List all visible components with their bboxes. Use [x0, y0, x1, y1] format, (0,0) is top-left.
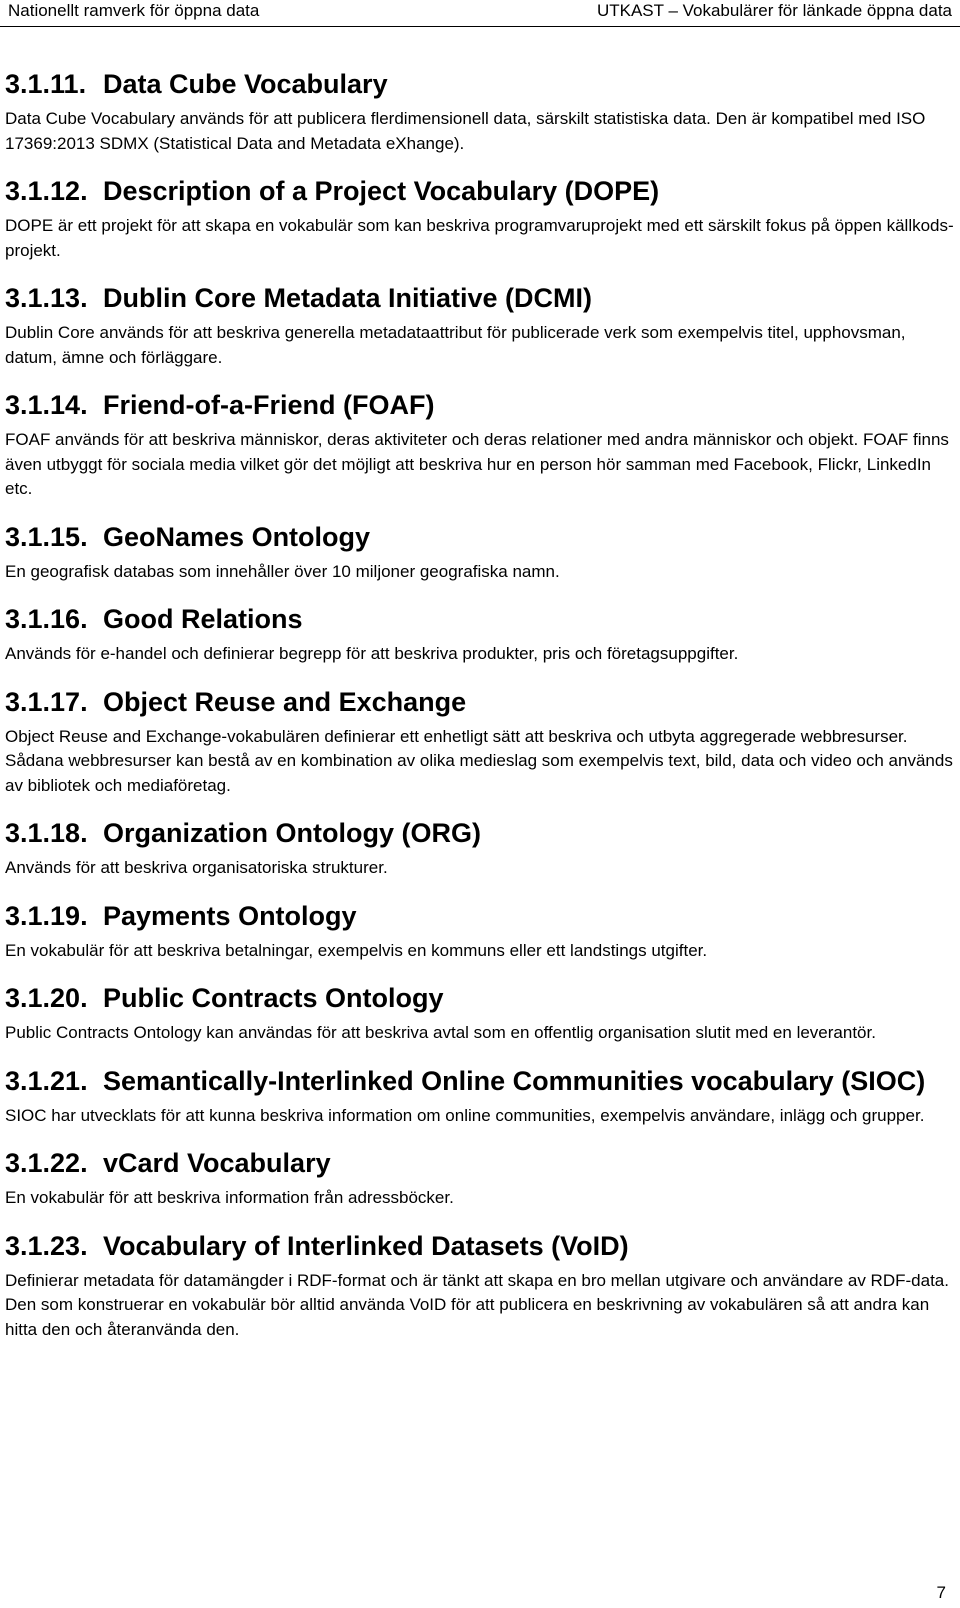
- section-title: Object Reuse and Exchange: [103, 686, 467, 717]
- section-heading: [5, 282, 955, 315]
- section-body: En vokabulär för att beskriva betalningar, exempelvis en kommuns eller ett landstings utgifter.: [5, 940, 708, 960]
- section-title: Data Cube Vocabulary: [103, 69, 388, 99]
- section-number: 3.1.18.: [5, 818, 88, 848]
- section-payments: [5, 900, 955, 964]
- section-dcmi: [5, 282, 955, 370]
- section-foaf: [5, 389, 955, 502]
- page-number: 7: [936, 1583, 946, 1602]
- section-heading: [5, 1147, 955, 1180]
- section-title: Description of a Project Vocabulary (DOPE): [103, 176, 660, 206]
- section-body: FOAF används för att beskriva människor, deras aktiviteter och deras relationer med andra människor och objekt. FOAF finns även utbyggt för sociala media vilket gör det möjligt att beskriva hur en person hör samman med Facebook, Flickr, LinkedIn etc.: [5, 430, 949, 498]
- section-title: Public Contracts Ontology: [103, 983, 444, 1013]
- section-heading: [5, 603, 955, 636]
- section-good-relations: [5, 603, 955, 667]
- section-body: SIOC har utvecklats för att kunna beskriva information om online communities, exempelvis användare, inlägg och grupper.: [5, 1105, 925, 1125]
- section-heading: [5, 1230, 955, 1263]
- header-draft-title: UTKAST – Vokabulärer för länkade öppna data: [596, 1, 952, 20]
- section-title: Vocabulary of Interlinked Datasets (VoID): [103, 1230, 629, 1261]
- section-body: En geografisk databas som innehåller över 10 miljoner geografiska namn.: [5, 561, 560, 581]
- section-vcard: [5, 1147, 955, 1211]
- section-body: Används för att beskriva organisatoriska strukturer.: [5, 858, 388, 877]
- section-title: Friend-of-a-Friend (FOAF): [103, 390, 435, 420]
- section-heading: [5, 521, 955, 554]
- section-title: GeoNames Ontology: [103, 521, 371, 552]
- header-document-title: Nationellt ramverk för öppna data: [8, 1, 260, 20]
- section-title: Good Relations: [103, 604, 303, 634]
- section-number: 3.1.11.: [5, 69, 87, 99]
- section-body: Dublin Core används för att beskriva generella metadataattribut för publicerade verk som exempelvis titel, upphovsman, datum, ämne och förläggare.: [5, 323, 906, 367]
- section-body: Public Contracts Ontology kan användas för att beskriva avtal som en offentlig organisation slutit med en leverantör.: [5, 1023, 876, 1042]
- section-public-contracts: [5, 982, 955, 1046]
- section-body: Data Cube Vocabulary används för att publicera flerdimensionell data, särskilt statistiska data. Den är kompatibel med ISO 17369:2013 SDMX (Statistical Data and Metadata eXhange).: [5, 109, 926, 153]
- section-number: 3.1.13.: [5, 283, 88, 313]
- section-body: Object Reuse and Exchange-vokabulären definierar ett enhetligt sätt att beskriva och utbyta aggregerade webbresurser. Sådana webbresurser kan bestå av en kombination av olika medieslag som exempelvis text, bild, data och video och används av bibliotek och mediaföretag.: [5, 726, 953, 795]
- section-heading: [5, 175, 955, 208]
- section-heading: [5, 686, 955, 719]
- section-number: 3.1.23.: [5, 1230, 88, 1261]
- section-heading: [5, 900, 955, 933]
- document-content: [5, 68, 955, 1361]
- section-sioc: [5, 1065, 955, 1129]
- section-heading: [5, 389, 955, 422]
- section-heading: [5, 1065, 955, 1098]
- section-number: 3.1.17.: [5, 686, 88, 717]
- section-body: En vokabulär för att beskriva information från adressböcker.: [5, 1188, 454, 1207]
- section-object-reuse: [5, 686, 955, 799]
- section-title: Semantically-Interlinked Online Communities vocabulary (SIOC): [103, 1065, 926, 1096]
- section-heading: [5, 817, 955, 850]
- section-number: 3.1.19.: [5, 900, 88, 931]
- section-title: vCard Vocabulary: [103, 1148, 331, 1178]
- section-geonames: [5, 521, 955, 585]
- section-heading: [5, 982, 955, 1015]
- section-body: Definierar metadata för datamängder i RDF-format och är tänkt att skapa en bro mellan utgivare och användare av RDF-data. Den som konstruerar en vokabulär bör alltid använda VoID för att publicera en beskrivning av vokabulären så att andra kan hitta den och återanvända den.: [5, 1270, 949, 1339]
- section-org: [5, 817, 955, 881]
- section-number: 3.1.16.: [5, 604, 88, 634]
- section-dope: [5, 175, 955, 263]
- section-number: 3.1.14.: [5, 390, 88, 420]
- section-data-cube: [5, 68, 955, 156]
- section-number: 3.1.15.: [5, 521, 88, 552]
- section-void: [5, 1230, 955, 1343]
- section-number: 3.1.21.: [5, 1065, 88, 1096]
- section-number: 3.1.22.: [5, 1148, 88, 1178]
- section-number: 3.1.20.: [5, 983, 88, 1013]
- section-title: Dublin Core Metadata Initiative (DCMI): [103, 283, 593, 313]
- section-heading: [5, 68, 955, 101]
- section-title: Payments Ontology: [103, 900, 357, 931]
- section-body: Används för e-handel och definierar begrepp för att beskriva produkter, pris och företagsuppgifter.: [5, 644, 739, 663]
- section-body: DOPE är ett projekt för att skapa en vokabulär som kan beskriva programvaruprojekt med ett särskilt fokus på öppen källkods-projekt.: [5, 216, 954, 260]
- page-header: [0, 0, 960, 27]
- section-number: 3.1.12.: [5, 176, 88, 206]
- section-title: Organization Ontology (ORG): [103, 818, 481, 848]
